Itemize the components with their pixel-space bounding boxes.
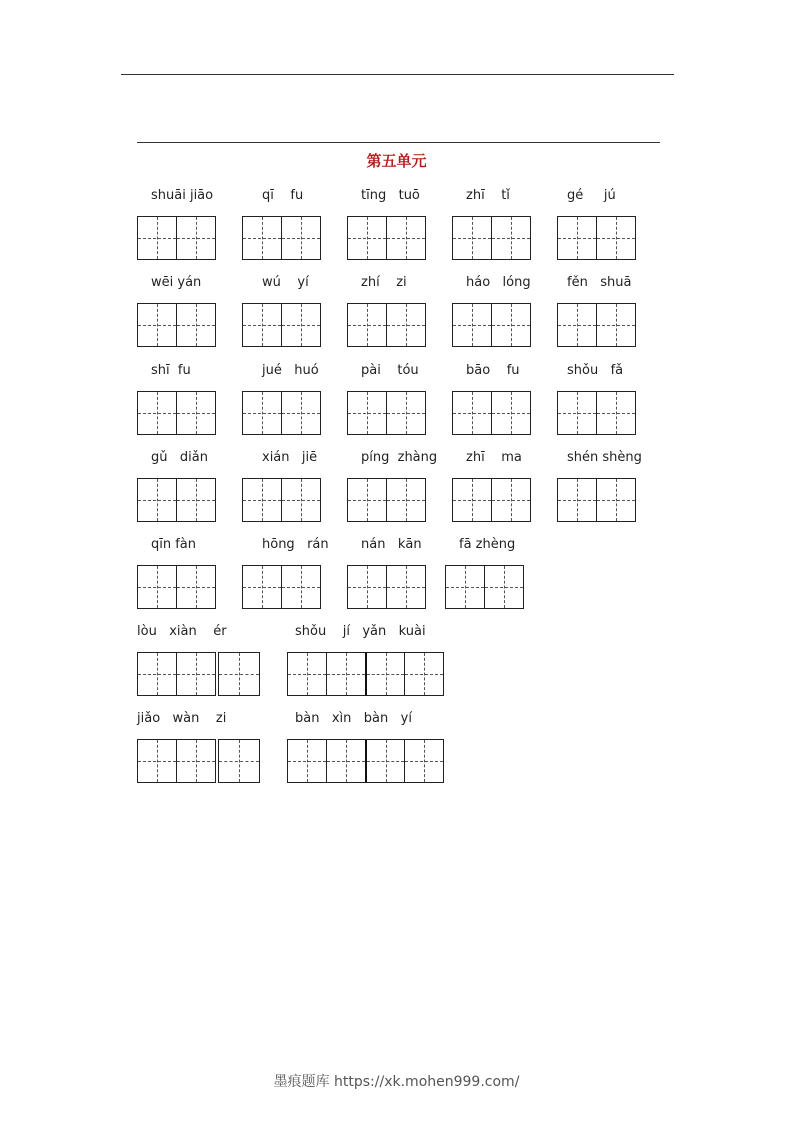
writing-cell[interactable] [137, 216, 177, 260]
writing-cell[interactable] [287, 739, 327, 783]
writing-cell[interactable] [596, 216, 636, 260]
pinyin-label: zhī ma [466, 450, 522, 465]
writing-cell[interactable] [137, 739, 177, 783]
writing-cell[interactable] [281, 391, 321, 435]
writing-cell[interactable] [596, 391, 636, 435]
writing-cell[interactable] [557, 478, 597, 522]
writing-grid [452, 216, 531, 260]
writing-cell[interactable] [347, 478, 387, 522]
writing-cell[interactable] [445, 565, 485, 609]
writing-grid [242, 478, 321, 522]
writing-cell[interactable] [491, 216, 531, 260]
writing-grid [557, 303, 636, 347]
writing-grid [347, 216, 426, 260]
writing-cell[interactable] [452, 478, 492, 522]
pinyin-label: jué huó [262, 363, 319, 378]
writing-cell[interactable] [347, 565, 387, 609]
writing-cell[interactable] [365, 739, 405, 783]
writing-cell[interactable] [176, 652, 216, 696]
writing-cell[interactable] [386, 303, 426, 347]
writing-cell[interactable] [557, 303, 597, 347]
writing-cell[interactable] [137, 478, 177, 522]
writing-cell[interactable] [557, 216, 597, 260]
writing-cell[interactable] [484, 565, 524, 609]
pinyin-label: shǒu fǎ [567, 363, 624, 378]
writing-grid [137, 652, 260, 696]
writing-cell[interactable] [491, 391, 531, 435]
writing-cell[interactable] [218, 652, 260, 696]
writing-cell[interactable] [218, 739, 260, 783]
writing-grid [287, 739, 444, 783]
writing-grid [452, 303, 531, 347]
unit-title: 第五单元 [366, 152, 427, 170]
writing-cell[interactable] [281, 478, 321, 522]
writing-grid [242, 565, 321, 609]
writing-grid [347, 391, 426, 435]
writing-grid [557, 391, 636, 435]
pinyin-label: fā zhèng [459, 537, 516, 552]
writing-grid [242, 303, 321, 347]
writing-cell[interactable] [557, 391, 597, 435]
writing-grid [452, 391, 531, 435]
writing-cell[interactable] [326, 652, 366, 696]
writing-cell[interactable] [176, 478, 216, 522]
pinyin-label: qī fu [262, 188, 304, 203]
writing-grid [137, 478, 216, 522]
writing-cell[interactable] [287, 652, 327, 696]
pinyin-label: jiǎo wàn zi [137, 711, 227, 726]
pinyin-label: wēi yán [151, 275, 202, 290]
writing-cell[interactable] [452, 216, 492, 260]
pinyin-label: bāo fu [466, 363, 520, 378]
writing-cell[interactable] [386, 565, 426, 609]
pinyin-label: xián jiē [262, 450, 318, 465]
pinyin-label: háo lóng [466, 275, 531, 290]
writing-cell[interactable] [326, 739, 366, 783]
writing-grid [137, 565, 216, 609]
pinyin-label: pài tóu [361, 363, 419, 378]
writing-grid [452, 478, 531, 522]
writing-grid [242, 391, 321, 435]
writing-cell[interactable] [281, 216, 321, 260]
writing-cell[interactable] [137, 303, 177, 347]
writing-cell[interactable] [176, 739, 216, 783]
writing-cell[interactable] [137, 565, 177, 609]
writing-cell[interactable] [176, 216, 216, 260]
writing-cell[interactable] [386, 216, 426, 260]
writing-grid [347, 565, 426, 609]
writing-cell[interactable] [347, 303, 387, 347]
top-rule [121, 74, 674, 75]
writing-cell[interactable] [176, 303, 216, 347]
writing-cell[interactable] [404, 652, 444, 696]
writing-cell[interactable] [365, 652, 405, 696]
pinyin-label: tīng tuō [361, 188, 420, 203]
writing-grid [445, 565, 524, 609]
pinyin-label: gǔ diǎn [151, 450, 208, 465]
writing-grid [137, 216, 216, 260]
pinyin-label: lòu xiàn ér [137, 624, 227, 639]
writing-cell[interactable] [281, 565, 321, 609]
writing-cell[interactable] [242, 565, 282, 609]
pinyin-label: zhí zi [361, 275, 407, 290]
writing-cell[interactable] [452, 303, 492, 347]
pinyin-label: píng zhàng [361, 450, 438, 465]
pinyin-label: bàn xìn bàn yí [295, 711, 412, 726]
writing-cell[interactable] [386, 391, 426, 435]
pinyin-label: qīn fàn [151, 537, 197, 552]
writing-cell[interactable] [347, 391, 387, 435]
writing-cell[interactable] [242, 216, 282, 260]
writing-grid [557, 216, 636, 260]
pinyin-label: shén shèng [567, 450, 642, 465]
pinyin-label: zhī tǐ [466, 188, 510, 203]
writing-cell[interactable] [137, 391, 177, 435]
pinyin-label: gé jú [567, 188, 616, 203]
writing-cell[interactable] [176, 565, 216, 609]
writing-cell[interactable] [386, 478, 426, 522]
writing-grid [137, 391, 216, 435]
pinyin-label: shuāi jiāo [151, 188, 214, 203]
writing-cell[interactable] [404, 739, 444, 783]
writing-cell[interactable] [596, 303, 636, 347]
pinyin-label: nán kān [361, 537, 422, 552]
title-rule [137, 142, 660, 143]
pinyin-label: hōng rán [262, 537, 329, 552]
writing-cell[interactable] [242, 391, 282, 435]
writing-cell[interactable] [491, 478, 531, 522]
writing-grid [557, 478, 636, 522]
writing-cell[interactable] [596, 478, 636, 522]
writing-cell[interactable] [242, 303, 282, 347]
writing-cell[interactable] [281, 303, 321, 347]
writing-cell[interactable] [242, 478, 282, 522]
writing-grid [287, 652, 444, 696]
writing-cell[interactable] [491, 303, 531, 347]
writing-cell[interactable] [452, 391, 492, 435]
pinyin-label: wú yí [262, 275, 309, 290]
writing-cell[interactable] [176, 391, 216, 435]
writing-grid [137, 739, 260, 783]
pinyin-label: fěn shuā [567, 275, 632, 290]
writing-cell[interactable] [137, 652, 177, 696]
footer-watermark: 墨痕题库 https://xk.mohen999.com/ [273, 1074, 520, 1090]
writing-grid [347, 478, 426, 522]
writing-grid [137, 303, 216, 347]
pinyin-label: shī fu [151, 363, 191, 378]
writing-cell[interactable] [347, 216, 387, 260]
writing-grid [347, 303, 426, 347]
writing-grid [242, 216, 321, 260]
pinyin-label: shǒu jí yǎn kuài [295, 624, 426, 639]
